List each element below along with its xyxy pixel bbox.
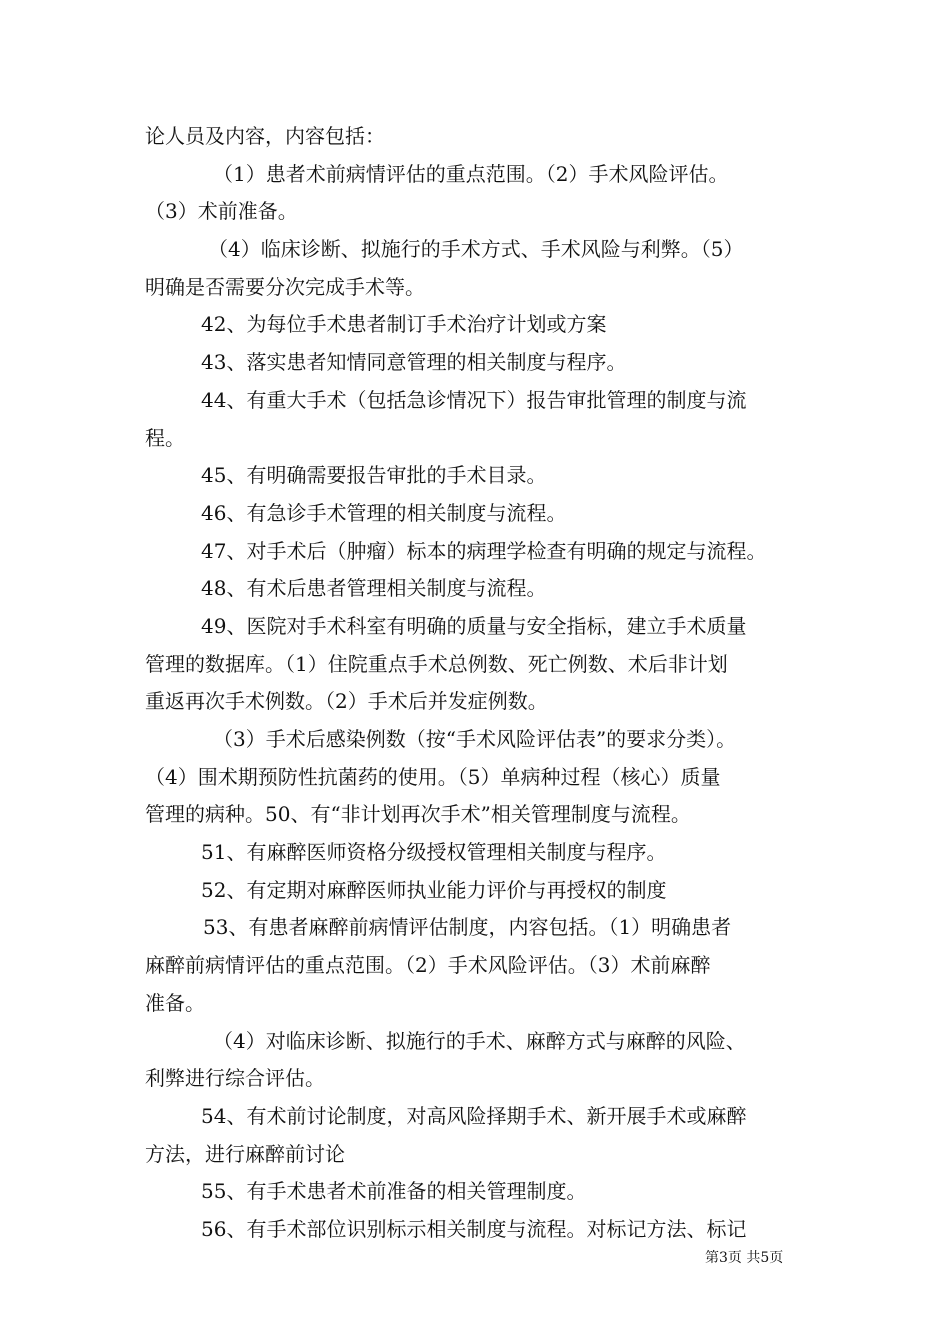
text-line: 程。 <box>145 425 185 450</box>
text-line: 56、有手术部位识别标示相关制度与流程。对标记方法、标记 <box>201 1216 747 1241</box>
text-line: 论人员及内容，内容包括： <box>145 124 385 148</box>
text-line: 方法，进行麻醉前讨论 <box>145 1141 345 1166</box>
body-text <box>145 118 820 1249</box>
text-line: 重返再次手术例数。（2）手术后并发症例数。 <box>145 689 548 714</box>
text-line: 54、有术前讨论制度，对高风险择期手术、新开展手术或麻醉 <box>201 1103 747 1128</box>
text-line: 管理的数据库。（1）住院重点手术总例数、死亡例数、术后非计划 <box>145 651 728 676</box>
text-line: 44、有重大手术（包括急诊情况下）报告审批管理的制度与流 <box>201 387 747 412</box>
text-line: 49、医院对手术科室有明确的质量与安全指标，建立手术质量 <box>201 613 747 638</box>
text-line: 管理的病种。50、有“非计划再次手术”相关管理制度与流程。 <box>145 802 691 827</box>
text-line: （4）对临床诊断、拟施行的手术、麻醉方式与麻醉的风险、 <box>213 1028 746 1053</box>
text-line: 52、有定期对麻醉医师执业能力评价与再授权的制度 <box>201 877 667 902</box>
text-line: （1）患者术前病情评估的重点范围。（2）手术风险评估。 <box>213 161 729 186</box>
text-line: （3）术前准备。 <box>145 199 298 224</box>
text-line: 47、对手术后（肿瘤）标本的病理学检查有明确的规定与流程。 <box>201 538 767 563</box>
text-line: 53、有患者麻醉前病情评估制度，内容包括。（1）明确患者 <box>203 915 732 940</box>
text-line: 准备。 <box>145 990 205 1015</box>
text-line: 43、落实患者知情同意管理的相关制度与程序。 <box>201 350 627 375</box>
text-line: （4）临床诊断、拟施行的手术方式、手术风险与利弊。（5） <box>208 237 744 262</box>
text-line: 麻醉前病情评估的重点范围。（2）手术风险评估。（3）术前麻醉 <box>145 953 711 978</box>
text-line: （3）手术后感染例数（按“手术风险评估表”的要求分类）。 <box>213 727 737 751</box>
text-line: 明确是否需要分次完成手术等。 <box>145 274 425 299</box>
text-line: 51、有麻醉医师资格分级授权管理相关制度与程序。 <box>201 840 667 865</box>
text-line: 55、有手术患者术前准备的相关管理制度。 <box>201 1179 587 1204</box>
text-line: 利弊进行综合评估。 <box>145 1066 325 1091</box>
text-line: 42、为每位手术患者制订手术治疗计划或方案 <box>201 312 607 337</box>
page-number: 第3页 共5页 <box>705 1250 784 1266</box>
text-line: 48、有术后患者管理相关制度与流程。 <box>201 576 547 601</box>
text-line: 45、有明确需要报告审批的手术目录。 <box>201 463 547 488</box>
text-line: （4）围术期预防性抗菌药的使用。（5）单病种过程（核心）质量 <box>145 764 721 789</box>
text-line: 46、有急诊手术管理的相关制度与流程。 <box>201 500 567 525</box>
